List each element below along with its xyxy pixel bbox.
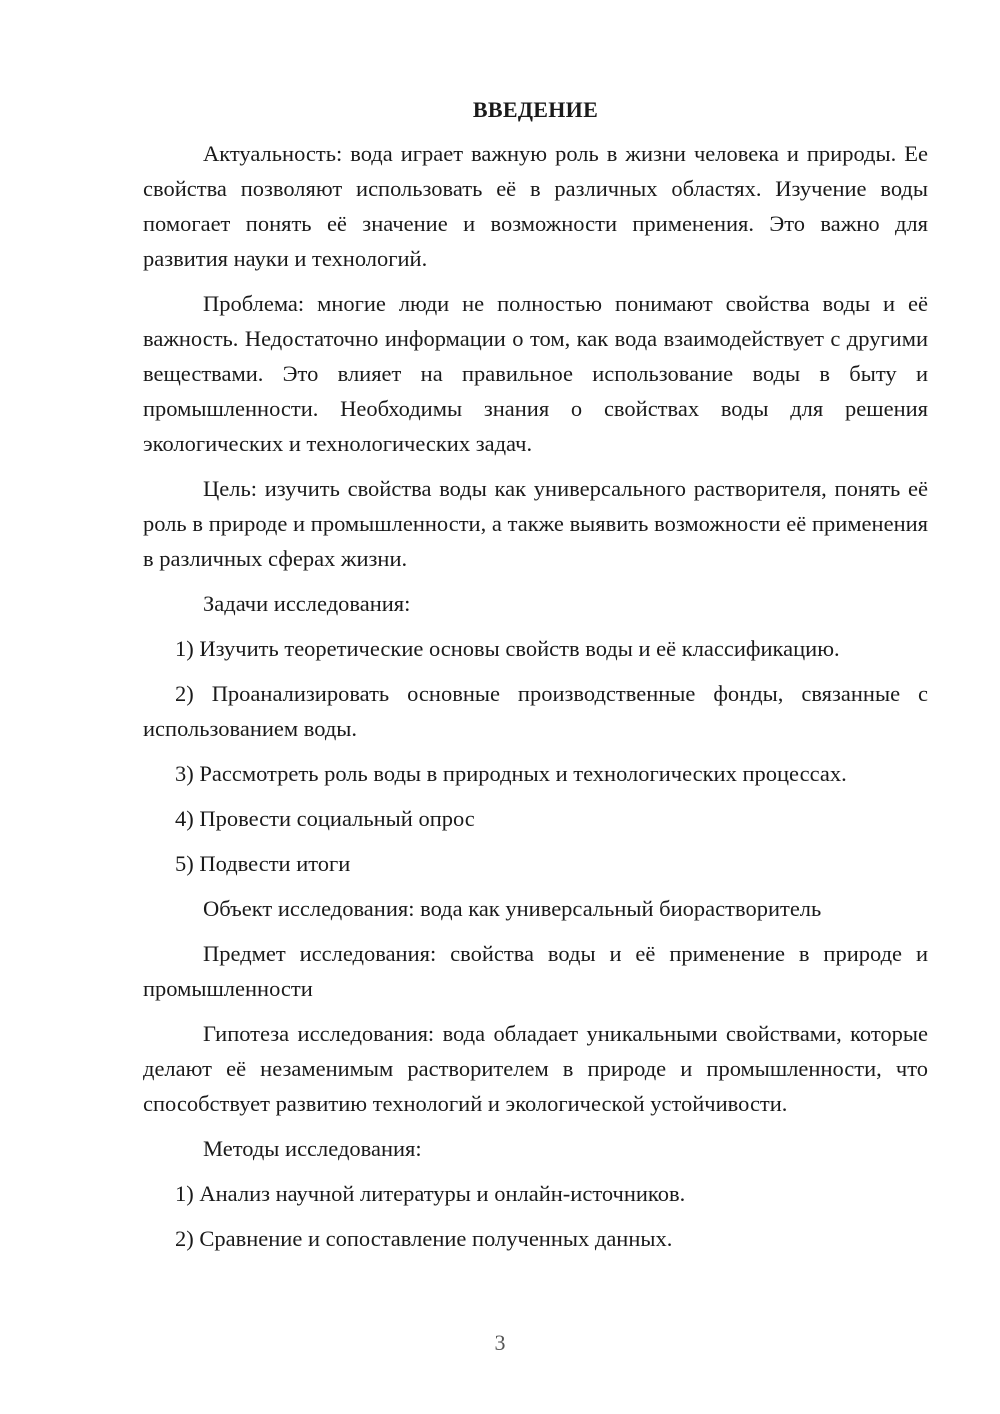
methods-heading: Методы исследования: [203,1136,422,1161]
method-item-1: 1) Анализ научной литературы и онлайн-источников. [175,1181,686,1206]
goal-paragraph: Цель: изучить свойства воды как универсального растворителя, понять её роль в природе и промышленности, а также выявить возможности её применения в различных сферах жизни. [143,476,928,571]
problem-paragraph: Проблема: многие люди не полностью понимают свойства воды и её важность. Недостаточно информации о том, как вода взаимодействует с другими веществами. Это влияет на правильное использование воды в быту и промышленности. Необходимы знания о свойствах воды для решения экологических и технологических задач. [143,291,928,456]
method-item-2: 2) Сравнение и сопоставление полученных данных. [175,1226,673,1251]
hypothesis-paragraph: Гипотеза исследования: вода обладает уникальными свойствами, которые делают её незаменимым растворителем в природе и промышленности, что способствует развитию технологий и экологической устойчивости. [143,1021,928,1116]
task-item-1: 1) Изучить теоретические основы свойств воды и её классификацию. [175,636,840,661]
task-item-5: 5) Подвести итоги [175,851,351,876]
subject-paragraph: Предмет исследования: свойства воды и её применение в природе и промышленности [143,941,928,1001]
tasks-heading: Задачи исследования: [203,591,411,616]
task-item-3: 3) Рассмотреть роль воды в природных и технологических процессах. [175,761,847,786]
task-item-4: 4) Провести социальный опрос [175,806,475,831]
page-title: ВВЕДЕНИЕ [472,97,599,122]
task-item-2: 2) Проанализировать основные производственные фонды, связанные с использованием воды. [143,681,928,741]
relevance-paragraph: Актуальность: вода играет важную роль в жизни человека и природы. Ее свойства позволяют использовать её в различных областях. Изучение воды помогает понять её значение и возможности применения. Это важно для развития науки и технологий. [143,141,928,271]
object-paragraph: Объект исследования: вода как универсальный биорастворитель [203,896,822,921]
page-number: 3 [494,1330,506,1355]
page-content [143,94,928,1266]
